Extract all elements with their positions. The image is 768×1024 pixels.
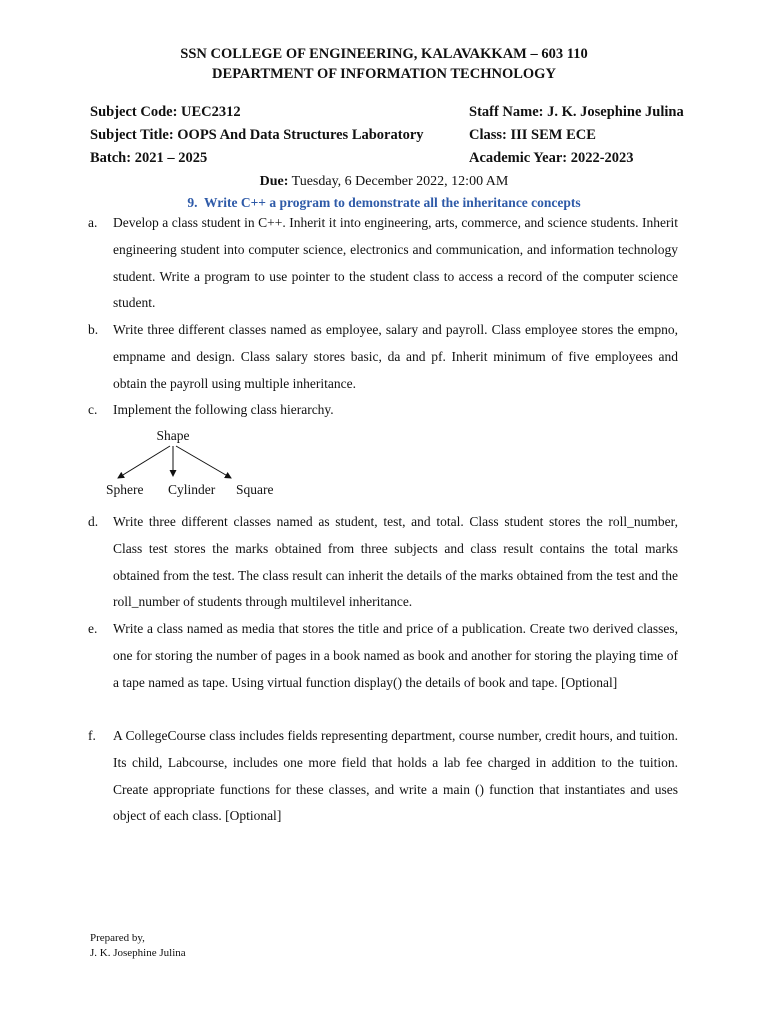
hierarchy-child-cylinder: Cylinder — [168, 482, 216, 497]
staff-name: Staff Name: J. K. Josephine Julina — [469, 104, 684, 120]
list-item-e — [88, 616, 678, 696]
arrow-to-sphere — [118, 446, 170, 478]
list-item-c — [88, 397, 678, 424]
item-text: A CollegeCourse class includes fields representing department, course number, credit hours, and tuition. Its child, Labcourse, includes one more field that holds a lab fee charged in addition to the tuition. Create appropriate functions for these classes, and write a main () function that instantiates and uses object of each class. [Optional] — [113, 728, 678, 824]
item-text: Write a class named as media that stores the title and price of a publication. Create two derived classes, one for storing the number of pages in a book named as book and another for storing the playing time of a tape named as tape. Using virtual function display() the details of book and tape. [Optional] — [113, 621, 678, 690]
question-title — [0, 195, 768, 211]
list-item-f — [88, 723, 678, 830]
subject-title: Subject Title: OOPS And Data Structures Laboratory — [90, 127, 424, 143]
item-marker: d. — [88, 514, 99, 529]
item-text: Develop a class student in C++. Inherit it into engineering, arts, commerce, and science students. Inherit engineering student into computer science, electronics and communication, and information technology student. Write a program to use pointer to the student class to access a record of the computer science student. — [113, 215, 678, 311]
list-item-a — [88, 210, 678, 317]
list-item-d — [88, 509, 678, 616]
class-hierarchy-diagram — [104, 424, 294, 504]
list-item-b — [88, 317, 678, 397]
due-label: Due: — [259, 174, 289, 189]
arrow-to-square — [176, 446, 231, 478]
department-name: DEPARTMENT OF INFORMATION TECHNOLOGY — [212, 66, 556, 82]
item-marker: a. — [88, 215, 98, 230]
footer — [90, 931, 186, 961]
item-marker: f. — [88, 728, 96, 743]
item-text: Write three different classes named as employee, salary and payroll. Class employee stores the empno, empname and design. Class salary stores basic, da and pf. Inherit minimum of five employees and obtain the payroll using multiple inheritance. — [113, 322, 678, 391]
batch: Batch: 2021 – 2025 — [90, 150, 208, 166]
class-info: Class: III SEM ECE — [469, 127, 596, 143]
item-marker: e. — [88, 621, 98, 636]
item-marker: b. — [88, 322, 99, 337]
question-number: 9. — [187, 195, 198, 210]
item-text: Implement the following class hierarchy. — [113, 402, 334, 417]
item-marker: c. — [88, 402, 98, 417]
prepared-by-label: Prepared by, — [90, 932, 145, 944]
hierarchy-child-square: Square — [236, 482, 274, 497]
due-date — [0, 174, 768, 190]
item-text: Write three different classes named as student, test, and total. Class student stores the roll_number, Class test stores the marks obtained from three subjects and class result contains the total marks obtained from the test. The class result can inherit the details of the marks obtained from the test and the roll_number of students through multilevel inheritance. — [113, 514, 678, 610]
hierarchy-root: Shape — [156, 428, 190, 443]
question-text: Write C++ a program to demonstrate all the inheritance concepts — [203, 195, 581, 210]
due-value: Tuesday, 6 December 2022, 12:00 AM — [291, 174, 509, 189]
prepared-by-name: J. K. Josephine Julina — [90, 947, 186, 959]
college-name: SSN COLLEGE OF ENGINEERING, KALAVAKKAM – 603 110 — [180, 46, 588, 62]
subject-code: Subject Code: UEC2312 — [90, 104, 241, 120]
academic-year: Academic Year: 2022-2023 — [469, 150, 634, 166]
hierarchy-child-sphere: Sphere — [106, 482, 144, 497]
